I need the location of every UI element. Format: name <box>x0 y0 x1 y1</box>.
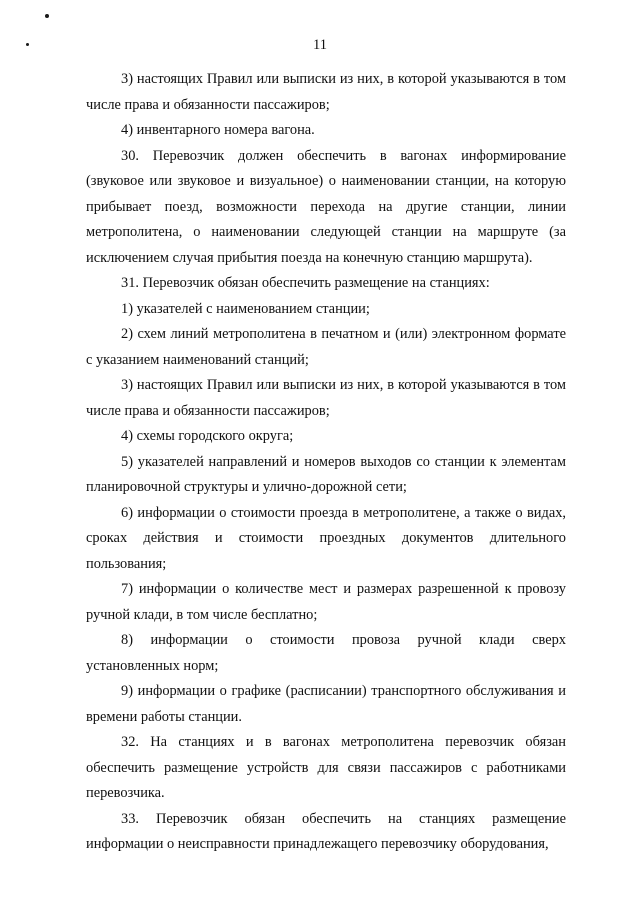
paragraph-clause-31: 31. Перевозчик обязан обеспечить размещение на станциях: <box>121 275 490 291</box>
paragraph-clause-30: 30. Перевозчик должен обеспечить в вагонах информирование (звуковое или звуковое и визуальное) о наименовании станции, на которую прибывает поезд, возможности перехода на другие станции, линии метрополитена, о наименовании следующей станции на маршруте (за исключением случая прибытия поезда на конечную станцию маршрута). <box>86 147 566 266</box>
page-number: 11 <box>313 37 327 53</box>
paragraph-item-9-schedule: 9) информации о графике (расписании) транспортного обслуживания и времени работы станции. <box>86 683 566 725</box>
document-body <box>86 67 566 858</box>
paragraph-item-3-rules-stations: 3) настоящих Правил или выписки из них, в которой указываются в том числе права и обязанности пассажиров; <box>86 377 566 419</box>
paragraph-item-4-car-number: 4) инвентарного номера вагона. <box>121 122 315 138</box>
paragraph-item-1-signs: 1) указателей с наименованием станции; <box>121 300 370 317</box>
paragraph-item-3-rules: 3) настоящих Правил или выписки из них, в которой указываются в том числе права и обязанности пассажиров; <box>86 71 566 113</box>
paragraph-item-6-fare-info: 6) информации о стоимости проезда в метрополитене, а также о видах, сроках действия и стоимости проездных документов длительного пользования; <box>86 504 566 572</box>
scan-speck <box>45 14 49 18</box>
paragraph-item-2-line-maps: 2) схем линий метрополитена в печатном и (или) электронном формате с указанием наименований станций; <box>86 326 566 368</box>
paragraph-clause-33: 33. Перевозчик обязан обеспечить на станциях размещение информации о неисправности принадлежащего перевозчику оборудования, <box>86 810 566 852</box>
paragraph-item-8-luggage-fee: 8) информации о стоимости провоза ручной клади сверх установленных норм; <box>86 632 566 674</box>
paragraph-item-5-exit-signs: 5) указателей направлений и номеров выходов со станции к элементам планировочной структуры и улично-дорожной сети; <box>86 453 566 495</box>
paragraph-item-4-city-map: 4) схемы городского округа; <box>121 428 294 444</box>
paragraph-clause-32: 32. На станциях и в вагонах метрополитена перевозчик обязан обеспечить размещение устройств для связи пассажиров с работниками перевозчика. <box>86 734 566 801</box>
paragraph-item-7-luggage-info: 7) информации о количестве мест и размерах разрешенной к провозу ручной клади, в том числе бесплатно; <box>86 581 566 623</box>
